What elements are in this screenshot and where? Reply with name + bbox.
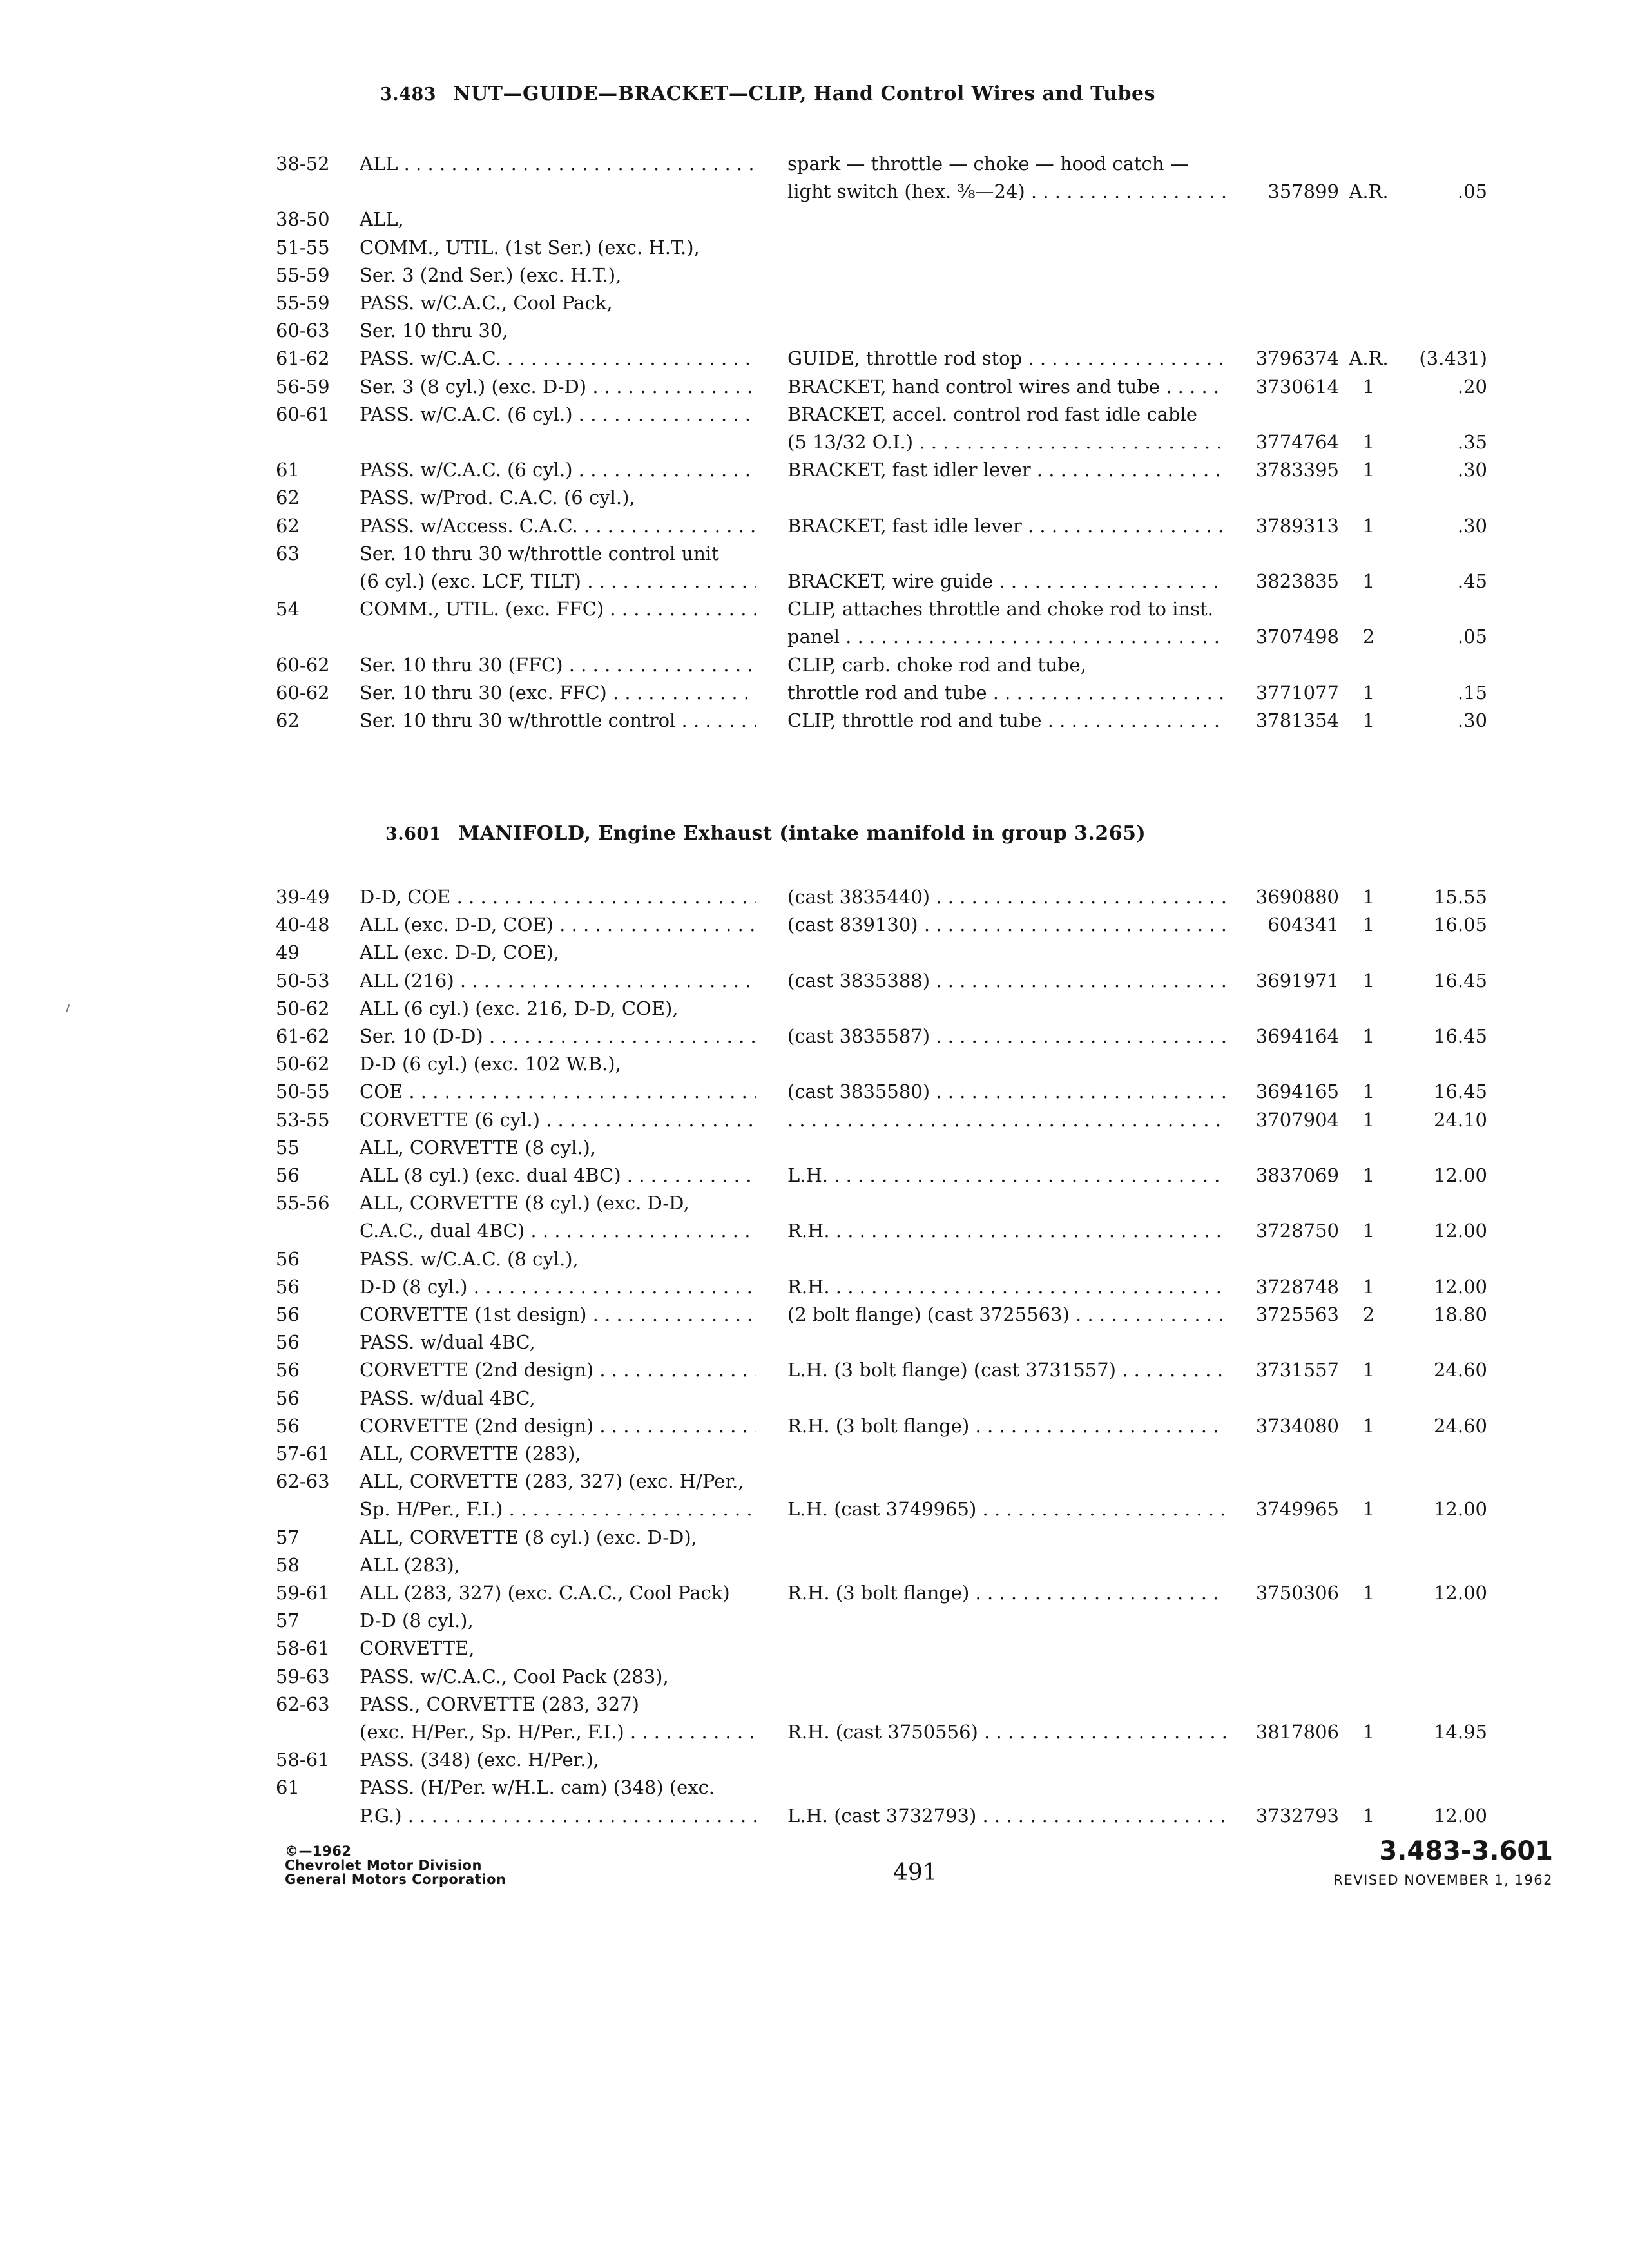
- model-application: PASS. w/Access. C.A.C. . . .: [360, 512, 756, 540]
- model-application: PASS. w/dual 4BC,: [360, 1387, 535, 1409]
- year-range: 56: [276, 1414, 300, 1437]
- section-number: 3.601: [385, 824, 442, 844]
- table-row: [0, 678, 1629, 707]
- table-row: [0, 233, 1629, 262]
- model-application: PASS. w/C.A.C. (6 cyl.) . . .: [360, 456, 756, 484]
- part-description: L.H. (cast 3749965) . . .: [787, 1495, 1226, 1523]
- model-application: (exc. H/Per., Sp. H/Per., F.I.) . . .: [360, 1718, 756, 1746]
- model-application: (6 cyl.) (exc. LCF, TILT) . . .: [360, 567, 756, 595]
- table-row: [0, 910, 1629, 939]
- model-application: ALL (216) . . .: [360, 966, 756, 995]
- table-row: [0, 706, 1629, 735]
- table-row: [0, 1523, 1629, 1552]
- model-application: ALL (283),: [360, 1553, 460, 1576]
- table-row: [0, 1077, 1629, 1106]
- quantity: 2: [1362, 626, 1375, 648]
- year-range: 56: [276, 1164, 300, 1186]
- quantity: 1: [1362, 1721, 1375, 1743]
- table-row: [0, 1328, 1629, 1356]
- list-price: 24.60: [1433, 1414, 1487, 1437]
- year-range: 56: [276, 1387, 300, 1409]
- year-range: 56: [276, 1359, 300, 1381]
- table-row: [0, 567, 1629, 595]
- model-application: ALL . . .: [360, 149, 756, 178]
- part-description: BRACKET, accel. control rod fast idle cable: [787, 403, 1198, 425]
- year-range: 58: [276, 1553, 300, 1576]
- list-price: .45: [1457, 570, 1487, 592]
- quantity: 1: [1362, 969, 1375, 992]
- table-row: [0, 1161, 1629, 1189]
- table-row: [0, 938, 1629, 966]
- model-application: PASS. w/C.A.C. . . .: [360, 344, 756, 372]
- part-description: (cast 3835440) . . .: [787, 883, 1226, 911]
- quantity: 1: [1362, 1359, 1375, 1381]
- part-number: 3796374: [1255, 347, 1339, 370]
- revision-date: REVISED NOVEMBER 1, 1962: [1333, 1872, 1553, 1888]
- year-range: 61: [276, 1776, 300, 1799]
- part-description: BRACKET, hand control wires and tube . . .: [787, 372, 1226, 401]
- model-application: ALL, CORVETTE (8 cyl.) (exc. D-D,: [360, 1192, 689, 1215]
- table-row: [0, 289, 1629, 317]
- part-description: (cast 3835587) . . .: [787, 1022, 1226, 1050]
- table-row: [0, 1439, 1629, 1468]
- table-row: [0, 1634, 1629, 1662]
- section-number: 3.483: [380, 84, 437, 104]
- model-application: PASS. w/C.A.C., Cool Pack,: [360, 292, 613, 314]
- model-application: CORVETTE (1st design) . . .: [360, 1300, 756, 1329]
- model-application: COMM., UTIL. (exc. FFC) . . .: [360, 595, 756, 623]
- model-application: ALL (8 cyl.) (exc. dual 4BC) . . .: [360, 1161, 756, 1189]
- year-range: 61: [276, 459, 300, 481]
- part-number: 3694164: [1255, 1025, 1339, 1047]
- list-price: .30: [1457, 709, 1487, 731]
- model-application: Ser. 3 (8 cyl.) (exc. D-D) . . .: [360, 372, 756, 401]
- table-row: [0, 1273, 1629, 1301]
- year-range: 60-63: [276, 320, 330, 342]
- part-description: spark — throttle — choke — hood catch —: [787, 153, 1189, 175]
- table-row: [0, 1690, 1629, 1718]
- part-description: throttle rod and tube . . .: [787, 678, 1226, 707]
- part-description: (cast 3835388) . . .: [787, 966, 1226, 995]
- model-application: PASS. w/C.A.C., Cool Pack (283),: [360, 1665, 669, 1687]
- model-application: ALL, CORVETTE (283),: [360, 1443, 581, 1465]
- model-application: Ser. 10 (D-D) . . .: [360, 1022, 756, 1050]
- part-number: 3694165: [1255, 1081, 1339, 1103]
- table-row: [0, 400, 1629, 428]
- model-application: COE . . .: [360, 1077, 756, 1106]
- model-application: PASS., CORVETTE (283, 327): [360, 1693, 639, 1715]
- model-application: PASS. w/C.A.C. (6 cyl.) . . .: [360, 400, 756, 428]
- list-price: 12.00: [1433, 1804, 1487, 1827]
- part-number: 3774764: [1255, 431, 1339, 453]
- year-range: 50-53: [276, 969, 330, 992]
- year-range: 53-55: [276, 1108, 330, 1131]
- year-range: 56: [276, 1331, 300, 1354]
- part-description: R.H. . . .: [787, 1216, 1226, 1245]
- table-row: [0, 1022, 1629, 1050]
- table-row: [0, 1579, 1629, 1607]
- year-range: 62-63: [276, 1693, 330, 1715]
- table-row: [0, 1106, 1629, 1134]
- list-price: .05: [1457, 626, 1487, 648]
- table-row: [0, 316, 1629, 345]
- quantity: A.R.: [1349, 347, 1389, 370]
- quantity: 1: [1362, 886, 1375, 908]
- quantity: 1: [1362, 1164, 1375, 1186]
- table-row: [0, 1606, 1629, 1635]
- year-range: 40-48: [276, 914, 330, 936]
- model-application: D-D (8 cyl.),: [360, 1610, 474, 1632]
- part-number: 3789313: [1255, 514, 1339, 537]
- group-range: 3.483-3.601: [1379, 1836, 1553, 1866]
- list-price: .35: [1457, 431, 1487, 453]
- list-price: 16.45: [1433, 1081, 1487, 1103]
- model-application: Ser. 10 thru 30 w/throttle control unit: [360, 542, 719, 564]
- part-number: 3732793: [1255, 1804, 1339, 1827]
- table-row: [0, 1718, 1629, 1746]
- model-application: CORVETTE (2nd design) . . .: [360, 1412, 756, 1440]
- year-range: 59-61: [276, 1582, 330, 1604]
- list-price: 12.00: [1433, 1164, 1487, 1186]
- list-price: 12.00: [1433, 1275, 1487, 1298]
- quantity: A.R.: [1349, 180, 1389, 203]
- year-range: 61-62: [276, 1025, 330, 1047]
- year-range: 59-63: [276, 1665, 330, 1687]
- part-number: 3783395: [1255, 459, 1339, 481]
- year-range: 58-61: [276, 1637, 330, 1660]
- part-description: [787, 1106, 1226, 1134]
- quantity: 1: [1362, 709, 1375, 731]
- part-number: 3690880: [1255, 886, 1339, 908]
- year-range: 57: [276, 1526, 300, 1548]
- part-description: (cast 839130) . . .: [787, 910, 1226, 939]
- table-row: [0, 1245, 1629, 1273]
- part-description: R.H. (cast 3750556) . . .: [787, 1718, 1226, 1746]
- part-description: light switch (hex. ⅜—24) . . .: [787, 177, 1226, 206]
- table-row: [0, 883, 1629, 911]
- year-range: 56: [276, 1275, 300, 1298]
- part-number: 3817806: [1255, 1721, 1339, 1743]
- quantity: 1: [1362, 1220, 1375, 1242]
- quantity: 1: [1362, 1108, 1375, 1131]
- table-row: [0, 622, 1629, 651]
- model-application: ALL, CORVETTE (8 cyl.) (exc. D-D),: [360, 1526, 697, 1548]
- section-heading: MANIFOLD, Engine Exhaust (intake manifold in group 3.265): [458, 822, 1146, 845]
- part-description: BRACKET, fast idle lever . . .: [787, 512, 1226, 540]
- part-number: 604341: [1268, 914, 1339, 936]
- list-price: 16.45: [1433, 1025, 1487, 1047]
- model-application: PASS. w/C.A.C. (8 cyl.),: [360, 1247, 579, 1270]
- table-row: [0, 1189, 1629, 1217]
- year-range: 60-61: [276, 403, 330, 425]
- table-row: [0, 966, 1629, 995]
- part-number: 3707904: [1255, 1108, 1339, 1131]
- table-row: [0, 512, 1629, 540]
- quantity: 1: [1362, 1804, 1375, 1827]
- table-row: [0, 1050, 1629, 1078]
- list-price: .20: [1457, 375, 1487, 398]
- year-range: 49: [276, 941, 300, 964]
- quantity: 1: [1362, 570, 1375, 592]
- part-description: R.H. (3 bolt flange) . . .: [787, 1579, 1226, 1607]
- part-number: 357899: [1268, 180, 1339, 203]
- quantity: 1: [1362, 459, 1375, 481]
- year-range: 61-62: [276, 347, 330, 370]
- year-range: 62: [276, 514, 300, 537]
- model-application: Ser. 10 thru 30 w/throttle control . . .: [360, 706, 756, 735]
- table-row: [0, 428, 1629, 456]
- list-price: 18.80: [1433, 1303, 1487, 1325]
- part-description: (5 13/32 O.I.) . . .: [787, 428, 1226, 456]
- model-application: CORVETTE (6 cyl.) . . .: [360, 1106, 756, 1134]
- year-range: 62: [276, 486, 300, 509]
- table-row: [0, 1551, 1629, 1579]
- year-range: 50-62: [276, 1053, 330, 1075]
- year-range: 54: [276, 598, 300, 620]
- model-application: C.A.C., dual 4BC) . . .: [360, 1216, 756, 1245]
- table-row: [0, 1773, 1629, 1802]
- year-range: 58-61: [276, 1749, 330, 1771]
- quantity: 1: [1362, 1414, 1375, 1437]
- quantity: 1: [1362, 514, 1375, 537]
- table-row: [0, 1467, 1629, 1495]
- model-application: Sp. H/Per., F.I.) . . .: [360, 1495, 756, 1523]
- year-range: 38-50: [276, 208, 330, 231]
- part-description: GUIDE, throttle rod stop . . .: [787, 344, 1226, 372]
- table-row: [0, 1356, 1629, 1384]
- table-row: [0, 1300, 1629, 1329]
- model-application: PASS. (348) (exc. H/Per.),: [360, 1749, 599, 1771]
- table-row: [0, 456, 1629, 484]
- table-row: [0, 177, 1629, 206]
- part-number: 3691971: [1255, 969, 1339, 992]
- publisher-block: [285, 1844, 506, 1887]
- table-row: [0, 149, 1629, 178]
- part-description: BRACKET, wire guide . . .: [787, 567, 1226, 595]
- model-application: P.G.) . . .: [360, 1802, 756, 1830]
- part-description: CLIP, attaches throttle and choke rod to inst.: [787, 598, 1213, 620]
- part-description: R.H. (3 bolt flange) . . .: [787, 1412, 1226, 1440]
- part-number: 3707498: [1255, 626, 1339, 648]
- list-price: 24.60: [1433, 1359, 1487, 1381]
- year-range: 57: [276, 1610, 300, 1632]
- year-range: 55: [276, 1136, 300, 1158]
- part-number: 3823835: [1255, 570, 1339, 592]
- table-row: [0, 344, 1629, 372]
- list-price: (3.431): [1419, 347, 1487, 370]
- quantity: 1: [1362, 681, 1375, 704]
- year-range: 55-59: [276, 264, 330, 286]
- part-number: 3728750: [1255, 1220, 1339, 1242]
- section-3601-title: [385, 822, 1146, 845]
- division: Chevrolet Motor Division: [285, 1858, 482, 1873]
- part-number: 3725563: [1255, 1303, 1339, 1325]
- year-range: 50-62: [276, 997, 330, 1019]
- year-range: 56: [276, 1303, 300, 1325]
- quantity: 1: [1362, 1582, 1375, 1604]
- year-range: 62: [276, 709, 300, 731]
- quantity: 1: [1362, 431, 1375, 453]
- table-row: [0, 1216, 1629, 1245]
- quantity: 1: [1362, 1275, 1375, 1298]
- list-price: .05: [1457, 180, 1487, 203]
- model-application: Ser. 10 thru 30 (exc. FFC) . . .: [360, 678, 756, 707]
- quantity: 1: [1362, 1498, 1375, 1521]
- year-range: 55-56: [276, 1192, 330, 1215]
- part-number: 3781354: [1255, 709, 1339, 731]
- list-price: 12.00: [1433, 1582, 1487, 1604]
- list-price: 15.55: [1433, 886, 1487, 908]
- table-row: [0, 1412, 1629, 1440]
- list-price: 16.05: [1433, 914, 1487, 936]
- model-application: D-D (6 cyl.) (exc. 102 W.B.),: [360, 1053, 621, 1075]
- table-row: [0, 1745, 1629, 1774]
- part-description: (2 bolt flange) (cast 3725563) . . .: [787, 1300, 1226, 1329]
- part-description: R.H. . . .: [787, 1273, 1226, 1301]
- year-range: 60-62: [276, 653, 330, 676]
- corporation: General Motors Corporation: [285, 1872, 506, 1887]
- model-application: ALL,: [360, 208, 404, 231]
- part-number: 3749965: [1255, 1498, 1339, 1521]
- part-description: (cast 3835580) . . .: [787, 1077, 1226, 1106]
- table-row: [0, 205, 1629, 233]
- list-price: 12.00: [1433, 1498, 1487, 1521]
- year-range: 39-49: [276, 886, 330, 908]
- model-application: ALL (exc. D-D, COE) . . .: [360, 910, 756, 939]
- table-row: [0, 1495, 1629, 1523]
- model-application: PASS. w/Prod. C.A.C. (6 cyl.),: [360, 486, 635, 509]
- list-price: .30: [1457, 459, 1487, 481]
- page-number: 491: [893, 1860, 938, 1886]
- year-range: 38-52: [276, 153, 330, 175]
- list-price: .15: [1457, 681, 1487, 704]
- model-application: Ser. 10 thru 30,: [360, 320, 508, 342]
- part-description: L.H. . . .: [787, 1161, 1226, 1189]
- table-row: [0, 1384, 1629, 1412]
- table-row: [0, 651, 1629, 679]
- year-range: 55-59: [276, 292, 330, 314]
- model-application: COMM., UTIL. (1st Ser.) (exc. H.T.),: [360, 236, 700, 258]
- part-number: 3730614: [1255, 375, 1339, 398]
- year-range: 62-63: [276, 1470, 330, 1493]
- year-range: 50-55: [276, 1081, 330, 1103]
- model-application: ALL, CORVETTE (283, 327) (exc. H/Per.,: [360, 1470, 744, 1493]
- quantity: 1: [1362, 1025, 1375, 1047]
- section-heading: NUT—GUIDE—BRACKET—CLIP, Hand Control Wires and Tubes: [453, 82, 1155, 105]
- year-range: 51-55: [276, 236, 330, 258]
- year-range: 57-61: [276, 1443, 330, 1465]
- quantity: 2: [1362, 1303, 1375, 1325]
- table-row: [0, 1802, 1629, 1830]
- model-application: Ser. 10 thru 30 (FFC) . . .: [360, 651, 756, 679]
- list-price: 16.45: [1433, 969, 1487, 992]
- section-3483-title: [380, 82, 1155, 105]
- part-description: panel . . .: [787, 622, 1226, 651]
- model-application: ALL (283, 327) (exc. C.A.C., Cool Pack): [360, 1582, 730, 1604]
- quantity: 1: [1362, 1081, 1375, 1103]
- list-price: .30: [1457, 514, 1487, 537]
- part-number: 3750306: [1255, 1582, 1339, 1604]
- copyright: ©—1962: [285, 1843, 352, 1859]
- part-number: 3728748: [1255, 1275, 1339, 1298]
- part-number: 3837069: [1255, 1164, 1339, 1186]
- part-description: CLIP, throttle rod and tube . . .: [787, 706, 1226, 735]
- model-application: ALL (exc. D-D, COE),: [360, 941, 560, 964]
- table-row: [0, 261, 1629, 289]
- list-price: 12.00: [1433, 1220, 1487, 1242]
- model-application: D-D (8 cyl.) . . .: [360, 1273, 756, 1301]
- year-range: 56-59: [276, 375, 330, 398]
- model-application: D-D, COE . . .: [360, 883, 756, 911]
- model-application: ALL (6 cyl.) (exc. 216, D-D, COE),: [360, 997, 679, 1019]
- part-description: CLIP, carb. choke rod and tube,: [787, 653, 1086, 676]
- model-application: PASS. (H/Per. w/H.L. cam) (348) (exc.: [360, 1776, 715, 1799]
- table-row: [0, 1662, 1629, 1691]
- year-range: 56: [276, 1247, 300, 1270]
- table-row: [0, 372, 1629, 401]
- model-application: ALL, CORVETTE (8 cyl.),: [360, 1136, 597, 1158]
- list-price: 14.95: [1433, 1721, 1487, 1743]
- quantity: 1: [1362, 375, 1375, 398]
- list-price: 24.10: [1433, 1108, 1487, 1131]
- year-range: 63: [276, 542, 300, 564]
- table-row: [0, 483, 1629, 512]
- model-application: CORVETTE,: [360, 1637, 475, 1660]
- quantity: 1: [1362, 914, 1375, 936]
- part-number: 3731557: [1255, 1359, 1339, 1381]
- model-application: PASS. w/dual 4BC,: [360, 1331, 535, 1354]
- table-row: [0, 595, 1629, 623]
- part-description: L.H. (3 bolt flange) (cast 3731557) . . .: [787, 1356, 1226, 1384]
- part-description: L.H. (cast 3732793) . . .: [787, 1802, 1226, 1830]
- part-description: BRACKET, fast idler lever . . .: [787, 456, 1226, 484]
- model-application: CORVETTE (2nd design) . . .: [360, 1356, 756, 1384]
- part-number: 3734080: [1255, 1414, 1339, 1437]
- year-range: 60-62: [276, 681, 330, 704]
- part-number: 3771077: [1255, 681, 1339, 704]
- table-row: [0, 539, 1629, 568]
- table-row: [0, 994, 1629, 1023]
- model-application: Ser. 3 (2nd Ser.) (exc. H.T.),: [360, 264, 622, 286]
- table-row: [0, 1133, 1629, 1162]
